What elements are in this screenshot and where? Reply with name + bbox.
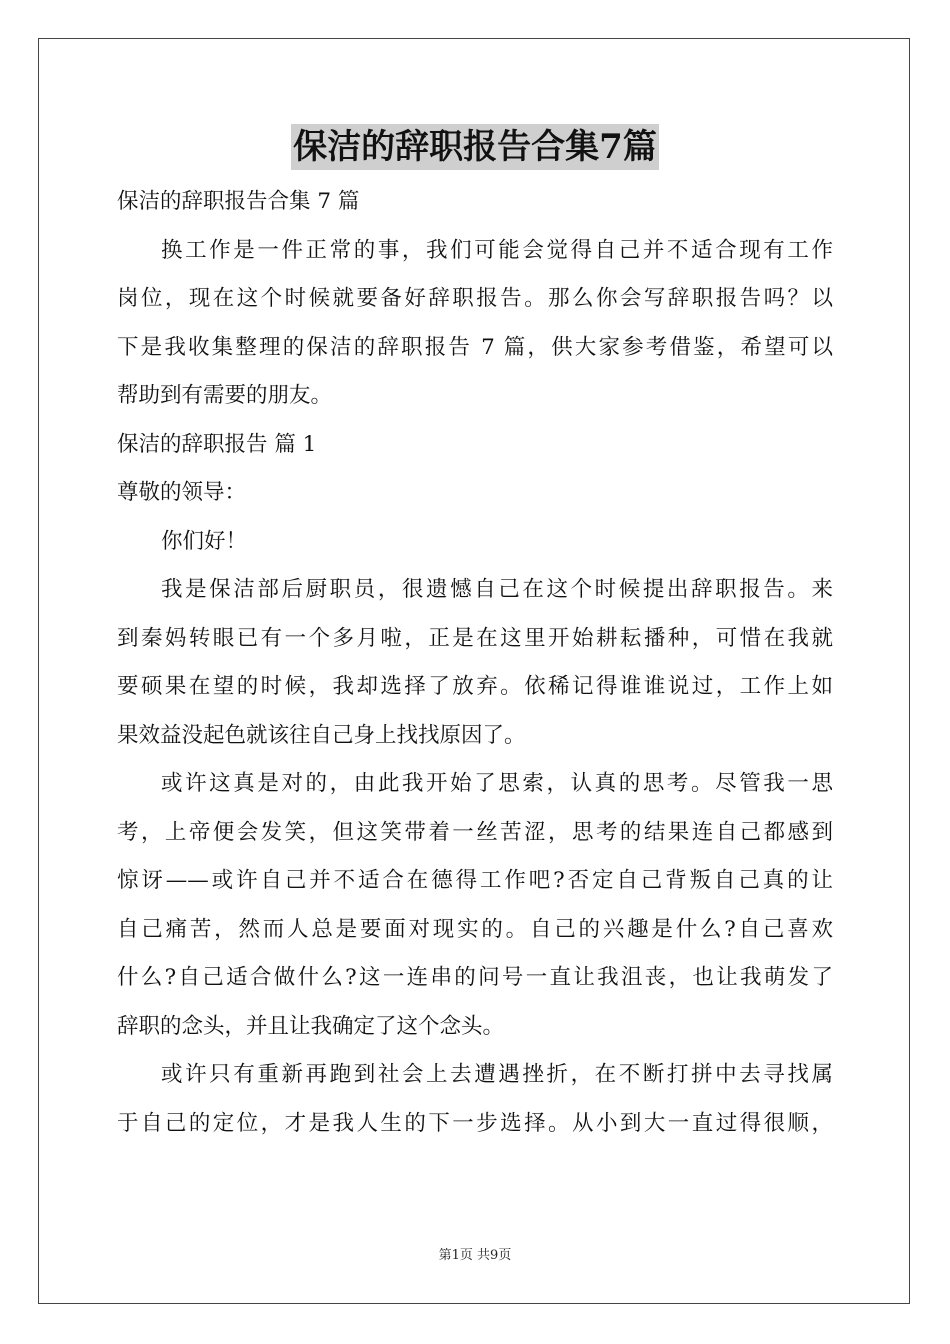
text-line: 到秦妈转眼已有一个多月啦，正是在这里开始耕耘播种，可惜在我就	[117, 625, 833, 651]
text-line: 自己痛苦，然而人总是要面对现实的。自己的兴趣是什么?自己喜欢	[117, 916, 833, 942]
text-line: 尊敬的领导：	[117, 480, 247, 505]
text-line: 帮助到有需要的朋友。	[117, 383, 333, 408]
document-body	[117, 178, 833, 1148]
text-line: 于自己的定位，才是我人生的下一步选择。从小到大一直过得很顺，	[117, 1110, 833, 1136]
text-line: 下是我收集整理的保洁的辞职报告 7 篇，供大家参考借鉴，希望可以	[117, 334, 833, 360]
document-title: 保洁的辞职报告合集7篇	[291, 124, 659, 170]
text-line: 我是保洁部后厨职员，很遗憾自己在这个时候提出辞职报告。来	[161, 577, 833, 602]
text-line: 考，上帝便会发笑，但这笑带着一丝苦涩，思考的结果连自己都感到	[117, 819, 833, 845]
text-line: 辞职的念头，并且让我确定了这个念头。	[117, 1013, 505, 1039]
text-line: 岗位，现在这个时候就要备好辞职报告。那么你会写辞职报告吗？以	[117, 286, 833, 311]
page-footer: 第1页 共9页	[438, 1248, 512, 1263]
text-line: 什么?自己适合做什么?这一连串的问号一直让我沮丧，也让我萌发了	[117, 965, 833, 990]
text-line: 要硕果在望的时候，我却选择了放弃。依稀记得谁谁说过，工作上如	[117, 674, 833, 699]
text-line: 或许这真是对的，由此我开始了思索，认真的思考。尽管我一思	[161, 771, 833, 796]
text-line: 保洁的辞职报告 篇 1	[117, 431, 317, 457]
text-line: 惊讶——或许自己并不适合在德得工作吧?否定自己背叛自己真的让	[117, 868, 833, 893]
title-container	[0, 124, 950, 170]
text-line: 换工作是一件正常的事，我们可能会觉得自己并不适合现有工作	[161, 237, 833, 263]
text-line: 你们好！	[161, 528, 248, 554]
text-line: 保洁的辞职报告合集 7 篇	[117, 189, 360, 214]
text-line: 果效益没起色就该往自己身上找找原因了。	[117, 722, 526, 748]
text-line: 或许只有重新再跑到社会上去遭遇挫折，在不断打拼中去寻找属	[161, 1062, 833, 1087]
